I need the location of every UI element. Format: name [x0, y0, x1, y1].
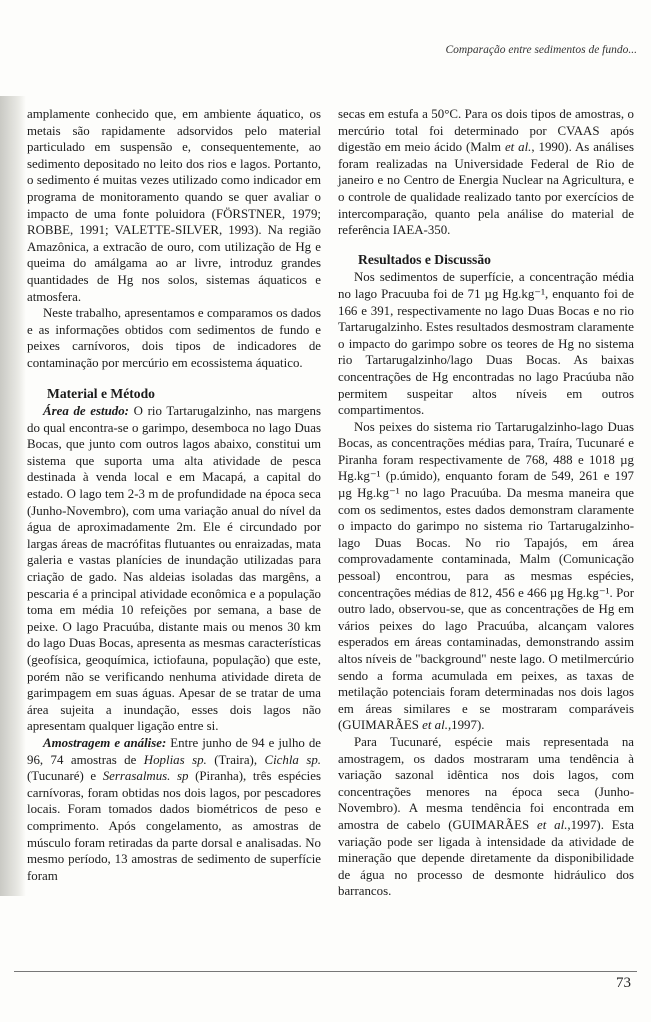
sampling-text: (Piranha), três espécies carnívoras, foram obtidas nos dois lagos, por pescadores locais. Foram tomados dados biométricos de peso e comprimento. Após congelamento, as amostras de músculo foram retiradas da parte dorsal e analisadas. No mesmo período, 13 amostras de sedimento de superfície foram — [27, 769, 321, 883]
study-area-text: O rio Tartarugalzinho, nas margens do qual encontra-se o garimpo, desemboca no lago Duas Bocas, que junto com outros lagos abaixo, constitui um sistema que suporta uma alta atividade de pesca destinada à venda local e em Macapá, a capital do estado. O lago tem 2-3 m de profundidade na época seca (Junho-Novembro), com uma variação anual do nível da água de aproximadamente 2m. Ele é circundado por largas áreas de macrófitas flutuantes ou enraizadas, mata galeria e vastas planícies de inundação utilizadas para criação de gado. Nas aldeias isoladas das margêns, a pescaria é a principal atividade econômica e a população toma em média 10 refeições por semana, a base de peixe. O lago Pracuúba, distante mais ou menos 30 km do lago Duas Bocas, apresenta as mesmas características (geofísica, geoquímica, ictiofauna, população) que este, porém não se verificando nenhuma atividade direta de garimpagem em suas águas. Apesar de se tratar de uma área sujeita a inundação, esses dois lagos não apresentam qualquer ligação entre si. — [27, 404, 321, 734]
results-fish-text: ,1997). — [447, 718, 485, 733]
sampling-text: (Traira), — [206, 752, 265, 767]
results-tucunare-paragraph — [338, 734, 634, 900]
section-heading-method: Material e Método — [47, 385, 155, 401]
running-header: Comparação entre sedimentos de fundo... — [445, 44, 637, 56]
method-paragraph-continued — [338, 106, 634, 239]
method-text: secas em estufa a 50°C. Para os dois tipos de amostras, o mercúrio total foi determinado por CVAAS após digestão em meio ácido (Malm — [338, 107, 634, 155]
study-area-lead-in: Área de estudo: — [43, 404, 129, 419]
sampling-paragraph — [27, 735, 321, 884]
et-al: et al. — [422, 718, 448, 733]
sampling-text: Entre junho de 94 e julho de 96, 74 amostras de — [27, 735, 321, 767]
results-fish-text: Nos peixes do sistema rio Tartarugalzinho-lago Duas Bocas, as concentrações médias para, Traíra, Tucunaré e Piranha foram respectivamente de 768, 488 e 1018 µg Hg.kg⁻¹ (p.úmido), enquanto foram de 549, 261 e 197 µg Hg.kg⁻¹ no lago Pracuúba. Da mesma maneira que com os sedimentos, estes dados demonstram claramente o impacto do garimpo no sistema rio Tartarugalzinho-lago Duas Bocas. No rio Tapajós, em área comprovadamente contaminada, Malm (Comunicação pessoal) encontrou, para as mesmas espécies, concentrações médias de 812, 456 e 466 µg Hg.kg⁻¹. Por outro lado, observou-se, que as concentrações de Hg em vários peixes do lago Pracuúba, alcançam valores esperados em áreas contaminadas, demonstrando assim altos níveis de "background" neste lago. O metilmercúrio sendo a forma acumulada em peixes, as taxas de metilação potenciais foram determinadas nos dois lagos em áreas similares e se mostraram comparáveis (GUIMARÃES — [338, 419, 634, 733]
et-al: et al. — [537, 817, 568, 832]
sampling-lead-in: Amostragem e análise: — [43, 735, 167, 750]
left-column — [27, 106, 321, 884]
results-tucunare-text: Para Tucunaré, espécie mais representada na amostragem, os dados mostraram uma tendência à variação sazonal idêntica nos dois lagos, com concentrações menores na época seca (Junho-Novembro). A mesma tendência foi encontrada em amostra de cabelo (GUIMARÃES — [338, 734, 634, 832]
section-heading-results: Resultados e Discussão — [358, 251, 491, 267]
species-hoplias: Hoplias sp. — [143, 752, 207, 767]
study-area-paragraph — [27, 403, 321, 735]
method-text: , 1990). As análises foram realizadas na Universidade Federal de Rio de janeiro e no Centro de Energia Nuclear na Agricultura, e o controle de qualidade realizado tanto por exercícios de intercomparação, quanto pela análise do material de referência IAEA-350. — [338, 140, 634, 238]
right-column — [338, 106, 634, 900]
results-sediment-paragraph: Nos sedimentos de superfície, a concentração média no lago Pracuuba foi de 71 µg Hg.kg⁻¹, enquanto foi de 166 e 391, respectivamente no lago Duas Bocas e no rio Tartarugalzinho. Estes resultados desmostram claramente o impacto do garimpo sobre os teores de Hg no sistema rio Tartarugalzinho/lago Duas Bocas. As baixas concentrações de Hg encontradas no lago Pracúuba não permitem suspeitar altos níveis em outros compartimentos. — [338, 270, 634, 418]
intro-paragraph-continued: amplamente conhecido que, em ambiente áquatico, os metais são rapidamente adsorvidos pelo material particulado em suspensão e, consequentemente, ao sedimento depositado no leito dos rios e lagos. Portanto, o sedimento é muitas vezes utilizado como indicador em programa de monitoramento quando se quer avaliar o impacto de uma fonte poluidora (FÖRSTNER, 1979; ROBBE, 1991; VALETTE-SILVER, 1993). Na região Amazônica, a extracão de ouro, com utilização de Hg e queima do amálgama ao ar livre, introduz grandes quantidades de Hg nos solos, sistemas áquaticos e atmosfera. — [27, 107, 321, 304]
footer-rule — [14, 971, 637, 972]
results-fish-paragraph — [338, 419, 634, 734]
et-al: et al. — [504, 140, 532, 155]
page-number: 73 — [616, 975, 631, 991]
intro-paragraph-aim: Neste trabalho, apresentamos e comparamos os dados e as informações obtidos com sedimentos de fundo e peixes carnívoros, dois tipos de indicadores de contaminação por mercúrio em ecossistema áquatico. — [27, 306, 321, 370]
results-tucunare-text: ,1997). Esta variação pode ser ligada à intensidade da atividade de mineração que depende diretamente da disponibilidade de água no processo de desmonte hidráulico dos barrancos. — [338, 817, 634, 899]
species-serrasalmus: Serrasalmus. sp — [102, 769, 189, 784]
scan-binding-shadow — [0, 96, 26, 896]
sampling-text: (Tucunaré) e — [27, 769, 103, 784]
species-cichla: Cichla sp. — [264, 752, 322, 767]
